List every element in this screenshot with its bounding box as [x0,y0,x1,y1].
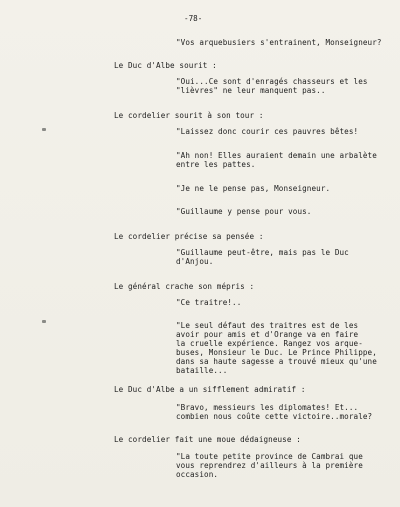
speaker-line: Le Duc d'Albe a un sifflement admiratif : [114,385,306,394]
speech-line: buses, Monsieur le Duc. Le Prince Philippe, [176,348,377,357]
speech-line: "Guillaume peut-être, mais pas le Duc [176,248,349,257]
speaker-line: Le cordelier fait une moue dédaigneuse : [114,435,301,444]
speech-line: "La toute petite province de Cambrai que [176,452,363,461]
speech-line: dans sa haute sagesse a trouvé mieux qu'une [176,357,377,366]
speech-line: "Oui...Ce sont d'enragés chasseurs et les [176,77,368,86]
speech-line: "Ce traitre!.. [176,298,242,307]
speaker-line: Le cordelier précise sa pensée : [114,232,264,241]
speech-line: "Je ne le pense pas, Monseigneur. [176,184,331,193]
speech-line: occasion. [176,470,219,479]
speaker-line: Le cordelier sourit à son tour : [114,111,264,120]
punch-hole-mark [42,320,46,323]
punch-hole-mark [42,128,46,131]
speech-line: la cruelle expérience. Rangez vos arque- [176,339,363,348]
speech-line: "Vos arquebusiers s'entrainent, Monseigneur? [176,38,382,47]
speech-line: combien nous coûte cette victoire..morale? [176,412,373,421]
speech-line: avoir pour amis et d'Orange va en faire [176,330,359,339]
speech-line: bataille... [176,366,228,375]
speech-line: d'Anjou. [176,257,214,266]
speech-line: "Le seul défaut des traitres est de les [176,321,359,330]
speaker-line: Le général crache son mépris : [114,282,255,291]
page-number: -78- [184,14,203,23]
speech-line: entre les pattes. [176,160,256,169]
speech-line: vous reprendrez d'ailleurs à la première [176,461,363,470]
speech-line: "Guillaume y pense pour vous. [176,207,312,216]
speech-line: "Laissez donc courir ces pauvres bêtes! [176,127,359,136]
speech-line: "Ah non! Elles auraient demain une arbalète [176,151,377,160]
speech-line: "lièvres" ne leur manquent pas.. [176,86,326,95]
speaker-line: Le Duc d'Albe sourit : [114,61,217,70]
speech-line: "Bravo, messieurs les diplomates! Et... [176,403,359,412]
